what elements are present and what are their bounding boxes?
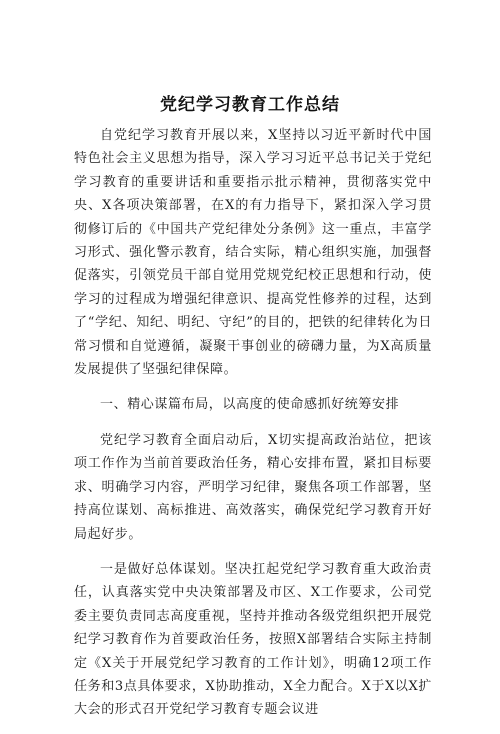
subsection-paragraph: 一是做好总体谋划。坚决扛起党纪学习教育重大政治责任，认真落实党中央决策部署及市区、X工作要求，公司党委主要负责同志高度重视，坚持并推动各级党组织把开展党纪学习教育作为首要政治任务，按照X部署结合实际主持制定《X关于开展党纪学习教育的工作计划》，明确12项工作任务和3点具体要求，X协助推动，X全力配合。X于X以X扩大会的形式召开党纪学习教育专题会议进 — [74, 561, 432, 718]
section-heading: 一、精心谋篇布局，以高度的使命感抓好统筹安排 — [100, 397, 400, 413]
section-paragraph: 党纪学习教育全面启动后，X切实提高政治站位，把该项工作作为当前首要政治任务，精心安排布置，紧扣目标要求、明确学习内容，严明学习纪律，聚焦各项工作部署，坚持高位谋划、高标推进、高效落实，确保党纪学习教育开好局起好步。 — [74, 432, 432, 542]
document-title: 党纪学习教育工作总结 — [160, 95, 340, 115]
intro-paragraph: 自党纪学习教育开展以来，X坚持以习近平新时代中国特色社会主义思想为指导，深入学习习近平总书记关于党纪学习教育的重要讲话和重要指示批示精神，贯彻落实党中央、X各项决策部署，在X的有力指导下，紧扣深入学习贯彻修订后的《中国共产党纪律处分条例》这一重点，丰富学习形式、强化警示教育，结合实际，精心组织实施，加强督促落实，引领党员干部自觉用党规党纪校正思想和行动，使学习的过程成为增强纪律意识、提高党性修养的过程，达到了“学纪、知纪、明纪、守纪”的目的，把铁的纪律转化为日常习惯和自觉遵循，凝聚干事创业的磅礴力量，为X高质量发展提供了坚强纪律保障。 — [74, 128, 432, 378]
document-body — [74, 124, 432, 734]
